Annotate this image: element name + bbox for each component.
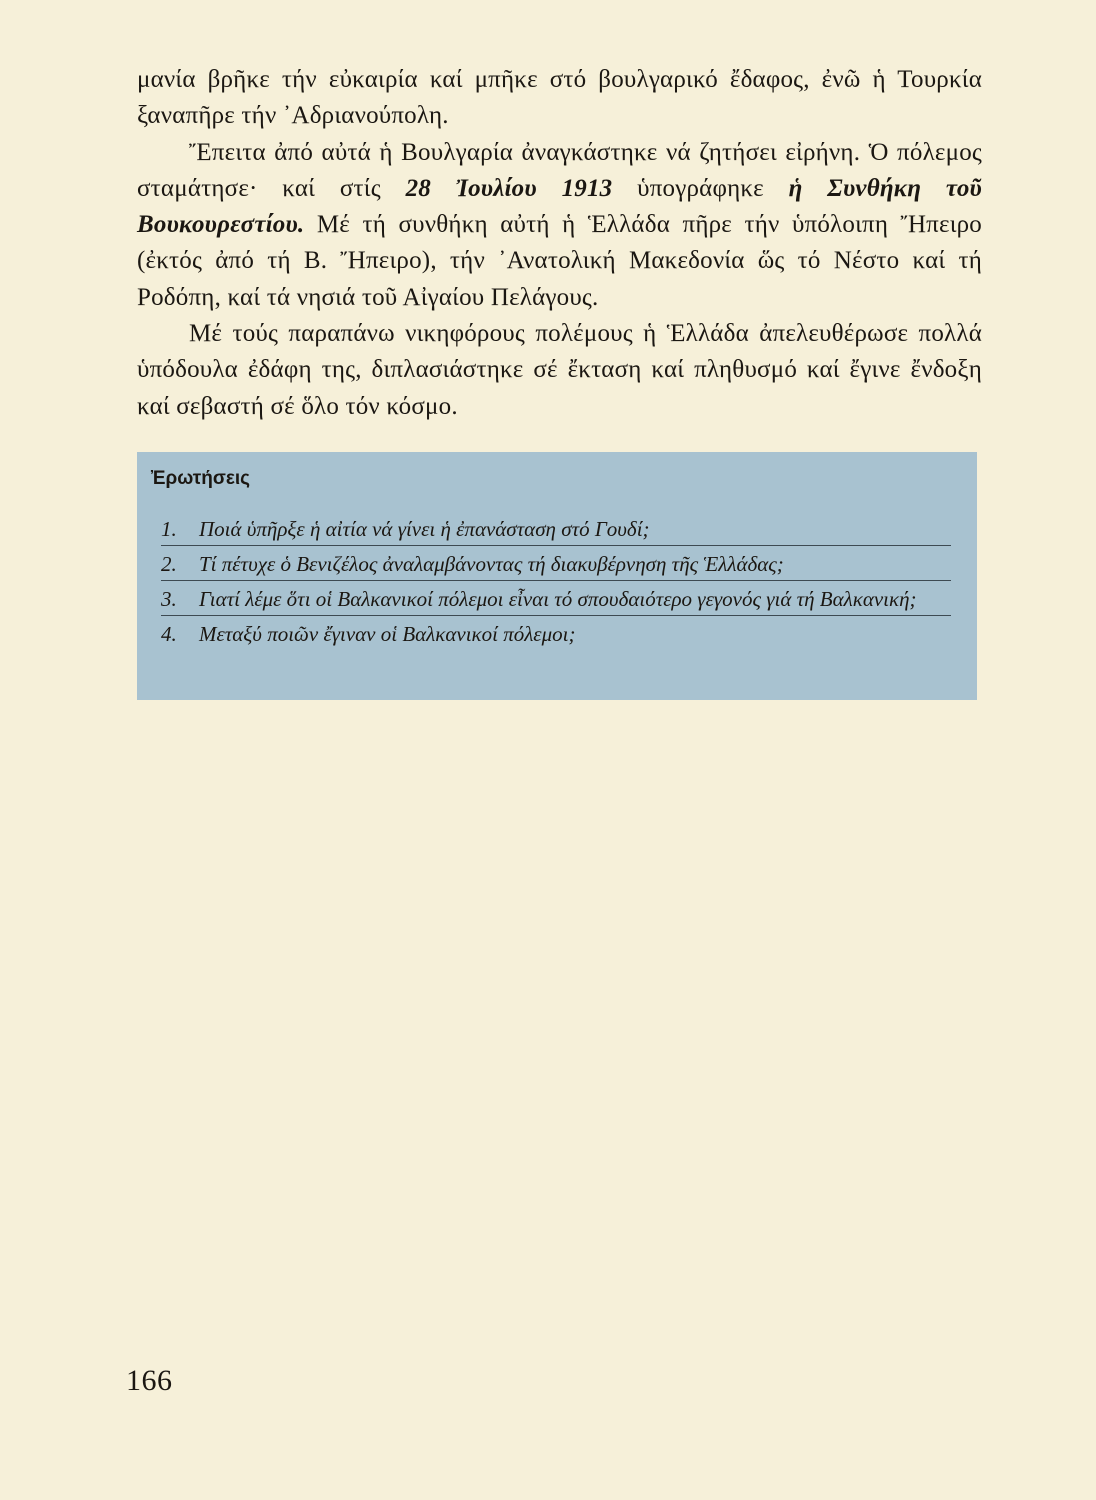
paragraph-3: Μέ τούς παραπάνω νικηφόρους πολέμους ἡ Ἑλλάδα ἀπελευθέρωσε πολλά ὑπόδουλα ἐδάφη της, διπλασιάστηκε σέ ἔκταση καί πληθυσμό καί ἔγινε ἔνδοξη καί σεβαστή σέ ὅλο τόν κόσμο. — [137, 320, 982, 420]
question-item — [161, 584, 951, 616]
question-item — [161, 549, 951, 581]
questions-title: Ἐρωτήσεις — [151, 468, 251, 489]
question-text: Γιατί λέμε ὅτι οἱ Βαλκανικοί πόλεμοι εἶναι τό σπουδαιότερο γεγονός γιά τή Βαλκανική; — [199, 587, 917, 611]
question-item — [161, 514, 951, 546]
question-number: 3. — [161, 587, 177, 611]
question-text: Ποιά ὑπῆρξε ἡ αἰτία νά γίνει ἡ ἐπανάσταση στό Γουδί; — [199, 517, 650, 541]
question-number: 4. — [161, 622, 177, 646]
questions-box — [137, 452, 977, 700]
question-item — [161, 619, 951, 650]
question-text: Μεταξύ ποιῶν ἔγιναν οἱ Βαλκανικοί πόλεμοι; — [199, 622, 576, 646]
body-text — [137, 62, 982, 425]
paragraph-2-start: Ἔπειτα ἀπό αὐτά ἡ Βουλγαρία ἀναγκάστηκε νά ζητήσει εἰρήνη. Ὁ πόλεμος σταμάτησε· καί στίς — [137, 138, 982, 202]
question-text: Τί πέτυχε ὁ Βενιζέλος ἀναλαμβάνοντας τή διακυβέρνηση τῆς Ἑλλάδας; — [199, 552, 784, 576]
paragraph-2-mid: ὑπογράφηκε — [612, 174, 789, 202]
paragraph-1: μανία βρῆκε τήν εὐκαιρία καί μπῆκε στό βουλγαρικό ἔδαφος, ἐνῶ ἡ Τουρκία ξαναπῆρε τήν ᾿Αδριανούπολη. — [137, 66, 982, 130]
question-number: 1. — [161, 517, 177, 541]
treaty-name: ἡ Συνθήκη τοῦ Βουκουρεστίου. — [137, 174, 983, 239]
paragraph-2-end: Μέ τή συνθήκη αὐτή ἡ Ἑλλάδα πῆρε τήν ὑπόλοιπη Ἤπειρο (ἐκτός ἀπό τή Β. Ἤπειρο), τήν ᾿Ανατολική Μακεδονία ὥς τό Νέστο καί τή Ροδόπη, καί τά νησιά τοῦ Αἰγαίου Πελάγους. — [137, 211, 982, 311]
questions-list — [161, 514, 951, 653]
question-number: 2. — [161, 552, 177, 576]
treaty-date: 28 Ἰουλίου 1913 — [405, 174, 613, 202]
paragraph-2 — [137, 135, 982, 316]
page-number: 166 — [126, 1364, 173, 1397]
